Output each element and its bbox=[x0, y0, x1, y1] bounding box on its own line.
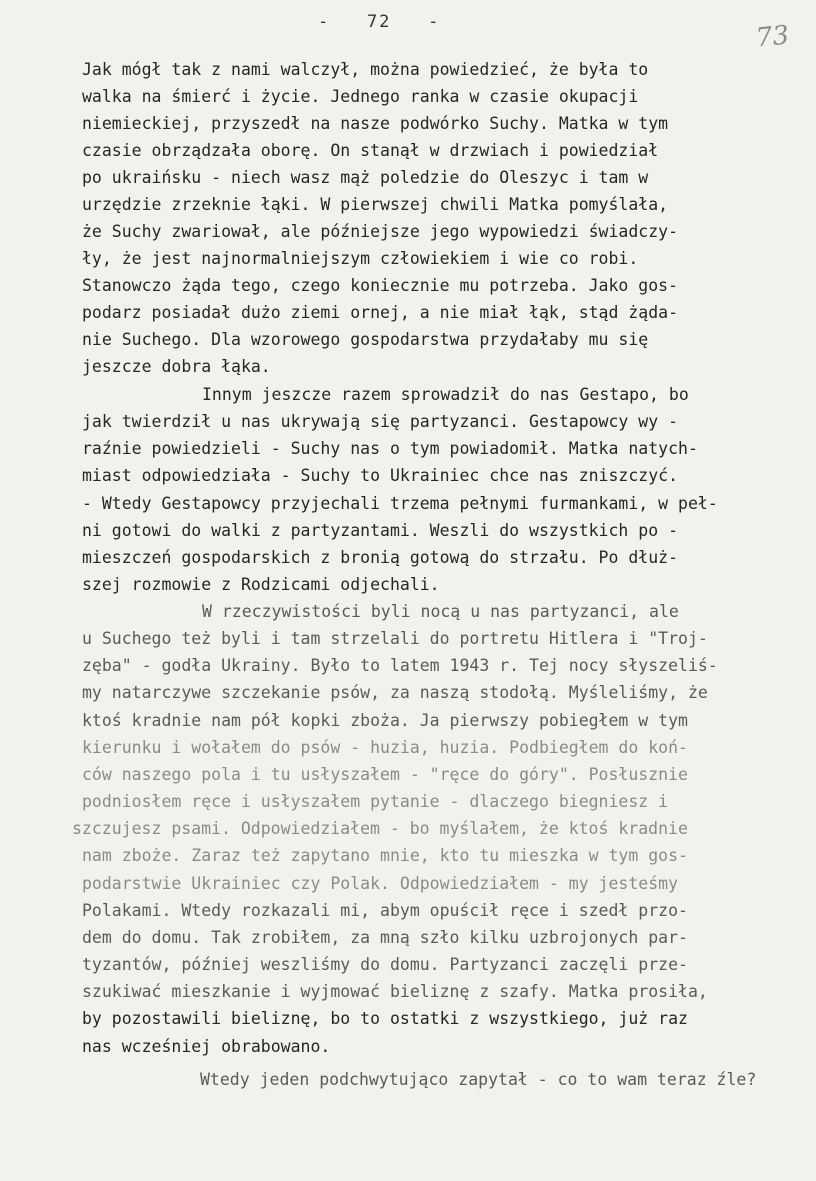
text-line: że Suchy zwariował, ale późniejsze jego wypowiedzi świadczy- bbox=[82, 222, 679, 241]
text-line: - Wtedy Gestapowcy przyjechali trzema pełnymi furmankami, w peł- bbox=[82, 494, 718, 513]
text-line: po ukraińsku - niech wasz mąż poledzie do Oleszyc i tam w bbox=[82, 168, 649, 187]
text-line: kierunku i wołałem do psów - huzia, huzia. Podbiegłem do koń- bbox=[82, 738, 688, 757]
text-line: podarstwie Ukrainiec czy Polak. Odpowiedziałem - my jesteśmy bbox=[82, 874, 679, 893]
text-line: nas wcześniej obrabowano. bbox=[82, 1037, 331, 1056]
text-line: ców naszego pola i tu usłyszałem - "ręce do góry". Posłusznie bbox=[82, 765, 688, 784]
text-line: szej rozmowie z Rodzicami odjechali. bbox=[82, 575, 440, 594]
text-line: zęba" - godła Ukrainy. Było to latem 1943 r. Tej nocy słyszeliś- bbox=[82, 656, 718, 675]
text-line: Innym jeszcze razem sprowadził do nas Gestapo, bo bbox=[202, 385, 689, 404]
text-line: jak twierdził u nas ukrywają się partyzanci. Gestapowcy wy - bbox=[82, 412, 679, 431]
archive-number: 73 bbox=[754, 20, 791, 54]
text-line: nie Suchego. Dla wzorowego gospodarstwa przydałaby mu się bbox=[82, 330, 649, 349]
text-line: Jak mógł tak z nami walczył, można powiedzieć, że była to bbox=[82, 60, 649, 79]
text-line: podniosłem ręce i usłyszałem pytanie - dlaczego biegniesz i bbox=[82, 792, 669, 811]
text-line: Wtedy jeden podchwytująco zapytał - co to wam teraz źle? bbox=[200, 1070, 757, 1089]
text-line: czasie obrządzała oborę. On stanął w drzwiach i powiedział bbox=[82, 141, 659, 160]
text-line: Stanowczo żąda tego, czego koniecznie mu potrzeba. Jako gos- bbox=[82, 276, 679, 295]
text-line: dem do domu. Tak zrobiłem, za mną szło kilku uzbrojonych par- bbox=[82, 928, 688, 947]
text-line: by pozostawili bieliznę, bo to ostatki z wszystkiego, już raz bbox=[82, 1009, 688, 1028]
page-number: - 72 - bbox=[318, 12, 441, 32]
text-line: u Suchego też byli i tam strzelali do portretu Hitlera i "Troj- bbox=[82, 629, 708, 648]
text-line: urzędzie zrzeknie łąki. W pierwszej chwili Matka pomyślała, bbox=[82, 195, 669, 214]
text-line: Polakami. Wtedy rozkazali mi, abym opuścił ręce i szedł przo- bbox=[82, 901, 688, 920]
text-line: jeszcze dobra łąka. bbox=[82, 357, 271, 376]
text-line: szukiwać mieszkanie i wyjmować bieliznę z szafy. Matka prosiła, bbox=[82, 982, 708, 1001]
text-line: my natarczywe szczekanie psów, za naszą stodołą. Myśleliśmy, że bbox=[82, 683, 708, 702]
text-line: ktoś kradnie nam pół kopki zboża. Ja pierwszy pobiegłem w tym bbox=[82, 711, 688, 730]
text-line: nam zboże. Zaraz też zapytano mnie, kto tu mieszka w tym gos- bbox=[82, 846, 688, 865]
text-line: mieszczeń gospodarskich z bronią gotową do strzału. Po dłuż- bbox=[82, 548, 679, 567]
text-line: raźnie powiedzieli - Suchy nas o tym powiadomił. Matka natych- bbox=[82, 439, 698, 458]
text-line: walka na śmierć i życie. Jednego ranka w czasie okupacji bbox=[82, 87, 639, 106]
text-line: ni gotowi do walki z partyzantami. Weszli do wszystkich po - bbox=[82, 521, 679, 540]
text-line: podarz posiadał dużo ziemi ornej, a nie miał łąk, stąd żąda- bbox=[82, 303, 679, 322]
text-line: szczujesz psami. Odpowiedziałem - bo myślałem, że ktoś kradnie bbox=[72, 819, 688, 838]
text-line: ły, że jest najnormalniejszym człowiekiem i wie co robi. bbox=[82, 249, 639, 268]
text-line: tyzantów, później weszliśmy do domu. Partyzanci zaczęli prze- bbox=[82, 955, 688, 974]
text-line: miast odpowiedziała - Suchy to Ukrainiec chce nas zniszczyć. bbox=[82, 466, 679, 485]
text-line: W rzeczywistości byli nocą u nas partyzanci, ale bbox=[202, 602, 679, 621]
text-line: niemieckiej, przyszedł na nasze podwórko Suchy. Matka w tym bbox=[82, 114, 669, 133]
